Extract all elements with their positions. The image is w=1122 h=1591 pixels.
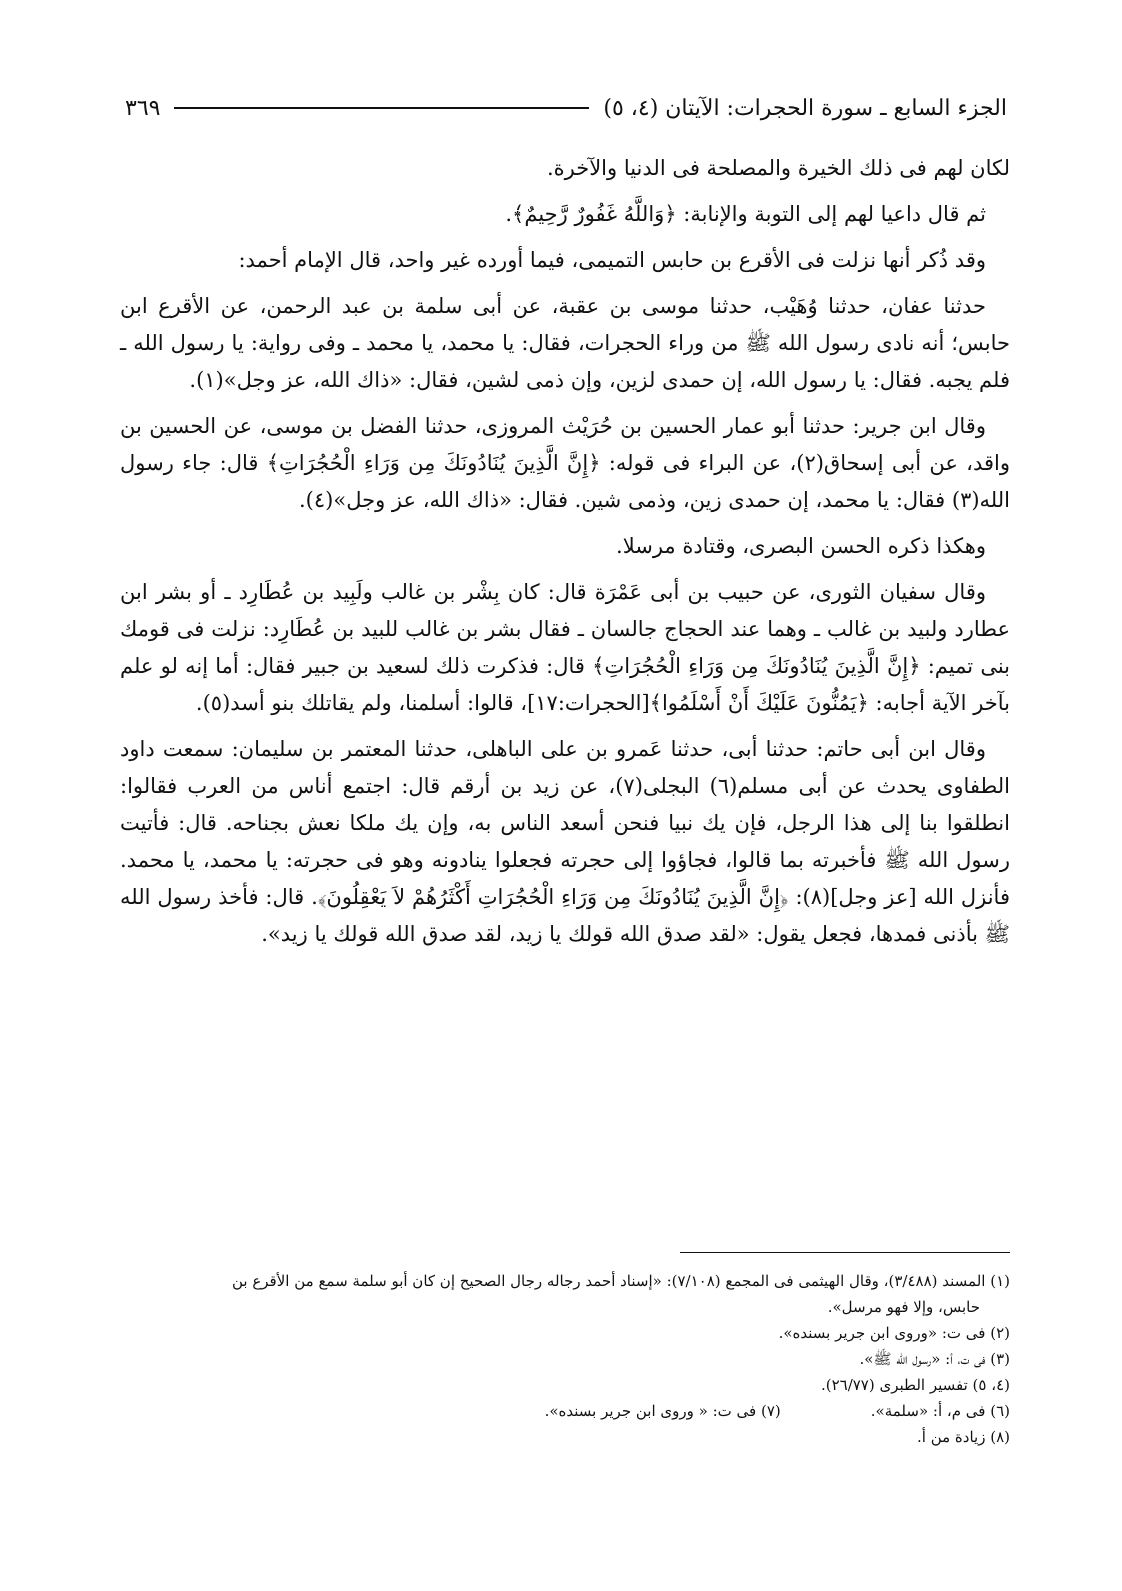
paragraph: وقال ابن جرير: حدثنا أبو عمار الحسين بن حُرَيْث المروزى، حدثنا الفضل بن موسى، عن الحسين بن واقد، عن أبى إسحاق(٢)، عن البراء فى قوله: ﴿إِنَّ الَّذِينَ يُنَادُونَكَ مِن وَرَاءِ الْحُجُرَاتِ﴾ قال: جاء رسول الله(٣) فقال: يا محمد، إن حمدى زين، وذمى شين. فقال: «ذاك الله، عز وجل»(٤). — [120, 414, 1010, 512]
footnote-4-5: (٤، ٥) تفسير الطبرى (٢٦/٧٧). — [820, 1376, 1010, 1394]
header-rule — [174, 107, 589, 109]
paragraph: حدثنا عفان، حدثنا وُهَيْب، حدثنا موسى بن عقبة، عن أبى سلمة بن عبد الرحمن، عن الأقرع ابن حابس؛ أنه نادى رسول الله ﷺ من وراء الحجرات، فقال: يا محمد، يا محمد ـ وفى رواية: يا رسول الله ـ فلم يجبه. فقال: يا رسول الله، إن حمدى لزين، وإن ذمى لشين، فقال: «ذاك الله، عز وجل»(١). — [120, 294, 1010, 392]
paragraph: وقد ذُكر أنها نزلت فى الأقرع بن حابس التميمى، فيما أورده غير واحد، قال الإمام أحمد: — [238, 248, 986, 272]
footnote-separator — [680, 1252, 1010, 1253]
paragraph: ثم قال داعيا لهم إلى التوبة والإنابة: ﴿وَاللَّهُ غَفُورٌ رَّحِيمٌ﴾. — [505, 202, 986, 226]
footnote-row — [120, 1398, 1010, 1424]
footnotes — [120, 1268, 1010, 1450]
footnote-8: (٨) زيادة من أ. — [917, 1428, 1010, 1446]
footnote-7: (٧) فى ت: « وروى ابن جرير بسنده». — [544, 1402, 781, 1420]
footnote-2: (٢) فى ت: «وروى ابن جرير بسنده». — [778, 1324, 1010, 1342]
header-title: الجزء السابع ـ سورة الحجرات: الآيتان (٤، ٥) — [603, 95, 1007, 121]
paragraph: وقال سفيان الثورى، عن حبيب بن أبى عَمْرَة قال: كان بِشْر بن غالب ولَبِيد بن عُطَارِد ـ أو بشر ابن عطارد ولبيد بن غالب ـ وهما عند الحجاج جالسان ـ فقال بشر بن غالب للبيد بن عُطَارِد: نزلت فى قومك بنى تميم: ﴿إِنَّ الَّذِينَ يُنَادُونَكَ مِن وَرَاءِ الْحُجُرَاتِ﴾ قال: فذكرت ذلك لسعيد بن جبير فقال: أما إنه لو علم بآخر الآية أجابه: ﴿يَمُنُّونَ عَلَيْكَ أَنْ أَسْلَمُوا﴾[الحجرات:١٧]، قالوا: أسلمنا، ولم يقاتلك بنو أسد(٥). — [120, 580, 1010, 715]
main-text — [120, 150, 1010, 962]
paragraph: لكان لهم فى ذلك الخيرة والمصلحة فى الدنيا والآخرة. — [546, 156, 1010, 180]
footnote-1: (١) المسند (٣/٤٨٨)، وقال الهيثمى فى المجمع (٧/١٠٨): «إسناد أحمد رجاله رجال الصحيح إن كان أبو سلمة سمع من الأقرع بن — [231, 1272, 1010, 1290]
footnote-1-continuation: حابس، وإلا فهو مرسل». — [827, 1298, 980, 1316]
page-number: ٣٦٩ — [125, 95, 161, 121]
running-header — [125, 90, 1007, 126]
footnote-6: (٦) فى م، أ: «سلمة». — [870, 1402, 1010, 1420]
paragraph: وقال ابن أبى حاتم: حدثنا أبى، حدثنا عَمرو بن على الباهلى، حدثنا المعتمر بن سليمان: سمعت داود الطفاوى يحدث عن أبى مسلم(٦) البجلى(٧)، عن زيد بن أرقم قال: اجتمع أناس من العرب فقالوا: انطلقوا بنا إلى هذا الرجل، فإن يك نبيا فنحن أسعد الناس به، وإن يك ملكا نعش بجناحه. قال: فأتيت رسول الله ﷺ فأخبرته بما قالوا، فجاؤوا إلى حجرته فجعلوا ينادونه وهو فى حجرته: يا محمد، يا محمد. فأنزل الله [عز وجل](٨): ﴿إِنَّ الَّذِينَ يُنَادُونَكَ مِن وَرَاءِ الْحُجُرَاتِ أَكْثَرُهُمْ لاَ يَعْقِلُونَ﴾. قال: فأخذ رسول الله ﷺ بأذنى فمدها، فجعل يقول: «لقد صدق الله قولك يا زيد، لقد صدق الله قولك يا زيد». — [120, 737, 1010, 946]
paragraph: وهكذا ذكره الحسن البصرى، وقتادة مرسلا. — [616, 534, 986, 558]
footnote-3: (٣) فى ت، أ: «رسول الله ﷺ». — [859, 1350, 1010, 1368]
